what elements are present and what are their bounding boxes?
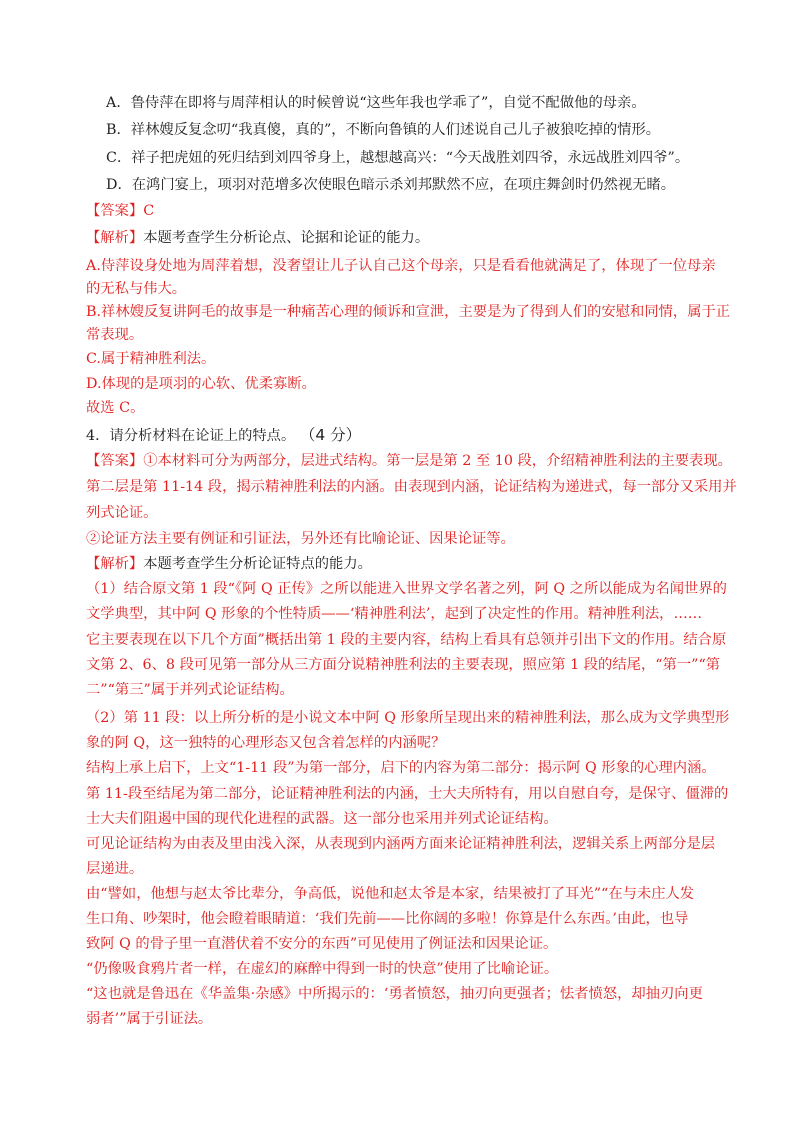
analysis-line: 生口角、吵架时，他会瞪着眼睛道：‘我们先前——比你阔的多啦！你算是什么东西。’由此，也导 bbox=[86, 911, 689, 927]
analysis-line: 二”“第三”属于并列式论证结构。 bbox=[86, 682, 294, 698]
question-text: 4．请分析材料在论证上的特点。 bbox=[86, 428, 296, 444]
analysis-line: （2）第 11 段：以上所分析的是小说文本中阿 Q 形象所呈现出来的精神胜利法，那么成为文学典型形 bbox=[86, 710, 730, 726]
q3-analysis bbox=[86, 228, 429, 248]
analysis-line: 可见论证结构为由表及里由浅入深，从表现到内涵两方面来论证精神胜利法，逻辑关系上两部分是层 bbox=[86, 836, 716, 852]
analysis-line: 士大夫们阻遏中国的现代化进程的武器。这一部分也采用并列式论证结构。 bbox=[86, 811, 558, 827]
analysis-tag: 【解析】 bbox=[86, 230, 144, 246]
q3-conclusion: 故选 C。 bbox=[86, 400, 145, 416]
option-d: D．在鸿门宴上，项羽对范增多次使眼色暗示杀刘邦默然不应，在项庄舞剑时仍然视无睹。 bbox=[106, 177, 676, 193]
option-c: C．祥子把虎妞的死归结到刘四爷身上，越想越高兴：“今天战胜刘四爷，永远战胜刘四爷”。 bbox=[106, 150, 690, 166]
q3-d-line: D.体现的是项羽的心软、优柔寡断。 bbox=[86, 376, 316, 392]
option-a: A．鲁侍萍在即将与周萍相认的时候曾说“这些年我也学乖了”，自觉不配做他的母亲。 bbox=[106, 95, 646, 111]
analysis-line: 由“譬如，他想与赵太爷比辈分，争高低，说他和赵太爷是本家，结果被打了耳光”“在与未庄人发 bbox=[86, 886, 695, 902]
question-score: （4 分） bbox=[299, 426, 362, 444]
analysis-text: 本题考查学生分析论点、论据和论证的能力。 bbox=[143, 230, 430, 246]
answer-line: 列式论证。 bbox=[86, 505, 158, 521]
analysis-line: 第 11-段至结尾为第二部分，论证精神胜利法的内涵，士大夫所特有，用以自慰自夸，是保守、僵滞的 bbox=[86, 786, 729, 802]
answer-value: C bbox=[143, 203, 155, 219]
analysis-line: 致阿 Q 的骨子里一直潜伏着不安分的东西”可见使用了例证法和因果论证。 bbox=[86, 936, 558, 952]
q3-b-line: B.祥林嫂反复讲阿毛的故事是一种痛苦心理的倾诉和宣泄，主要是为了得到人们的安慰和同情，属于正 bbox=[86, 304, 731, 320]
analysis-line: “这也就是鲁迅在《华盖集·杂感》中所揭示的：‘勇者愤怒，抽刃向更强者；怯者愤怒，却抽刃向更 bbox=[86, 986, 703, 1002]
analysis-tag: 【解析】 bbox=[86, 556, 144, 572]
q3-a-line: A.侍萍设身处地为周萍着想，没奢望让儿子认自己这个母亲，只是看看他就满足了，体现了一位母亲 bbox=[86, 258, 716, 274]
analysis-line: “仍像吸食鸦片者一样，在虚幻的麻醉中得到一时的快意”使用了比喻论证。 bbox=[86, 961, 559, 977]
answer-line: ②论证方法主要有例证和引证法，另外还有比喻论证、因果论证等。 bbox=[86, 531, 515, 547]
analysis-line: 文学典型，其中阿 Q 形象的个性特质——‘精神胜利法’，起到了决定性的作用。精神胜利法，…… bbox=[86, 606, 703, 622]
analysis-line: （1）结合原文第 1 段“《阿 Q 正传》之所以能进入世界文学名著之列，阿 Q 之所以能成为名闻世界的 bbox=[86, 581, 727, 597]
q3-c-line: C.属于精神胜利法。 bbox=[86, 351, 216, 367]
answer-line: 第二层是第 11-14 段，揭示精神胜利法的内涵。由表现到内涵，论证结构为递进式，每一部分又采用并 bbox=[86, 479, 737, 495]
analysis-line: 文第 2、6、8 段可见第一部分从三方面分说精神胜利法的主要表现，照应第 1 段的结尾，“第一”“第 bbox=[86, 657, 721, 673]
q3-a-line: 的无私与伟大。 bbox=[86, 281, 187, 297]
q4-answer bbox=[86, 451, 732, 471]
analysis-line: 结构上承上启下，上文“1-11 段”为第一部分，启下的内容为第二部分：揭示阿 Q 形象的心理内涵。 bbox=[86, 760, 716, 776]
analysis-line: 弱者’”属于引证法。 bbox=[86, 1011, 213, 1027]
q3-b-line: 常表现。 bbox=[86, 327, 144, 343]
answer-tag: 【答案】 bbox=[86, 453, 144, 469]
answer-text: ①本材料可分为两部分，层进式结构。第一层是第 2 至 10 段，介绍精神胜利法的主要表现。 bbox=[143, 453, 732, 469]
q3-answer bbox=[86, 201, 154, 221]
q4-analysis bbox=[86, 554, 372, 574]
analysis-line: 层递进。 bbox=[86, 861, 144, 877]
answer-tag: 【答案】 bbox=[86, 203, 144, 219]
option-b: B．祥林嫂反复念叨“我真傻，真的”，不断向鲁镇的人们述说自己儿子被狼吃掉的情形。 bbox=[106, 122, 661, 138]
analysis-text: 本题考查学生分析论证特点的能力。 bbox=[143, 556, 372, 572]
analysis-line: 它主要表现在以下几个方面”概括出第 1 段的主要内容，结构上看具有总领并引出下文的作用。结合原 bbox=[86, 632, 727, 648]
q4-question bbox=[86, 425, 361, 446]
analysis-line: 象的阿 Q，这一独特的心理形态又包含着怎样的内涵呢？ bbox=[86, 735, 446, 751]
